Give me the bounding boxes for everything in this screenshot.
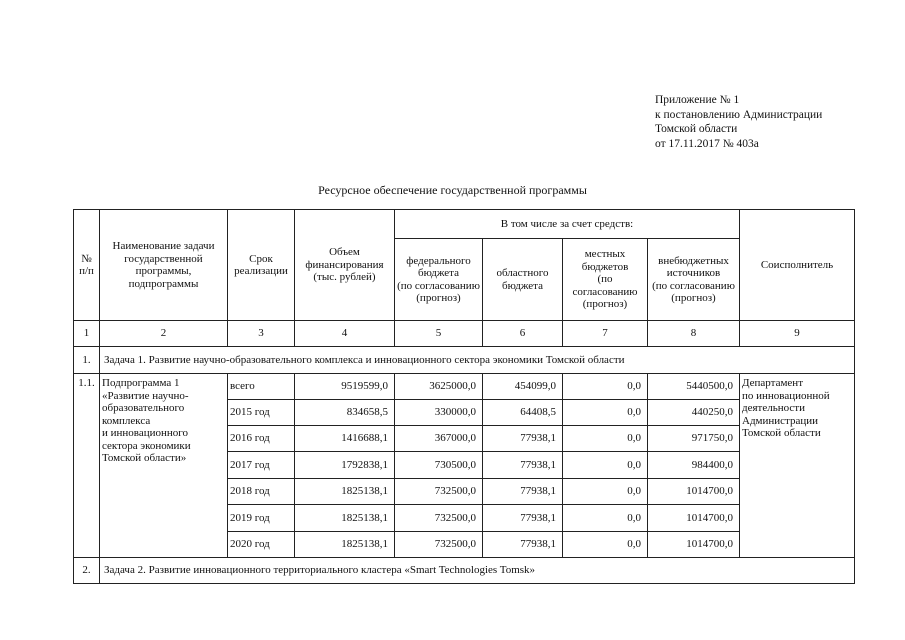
extra-cell: 440250,0 — [648, 400, 740, 426]
local-cell: 0,0 — [563, 505, 648, 532]
col-number: 4 — [295, 321, 395, 347]
term-cell: 2016 год — [228, 426, 295, 452]
task-row — [74, 558, 855, 584]
extra-cell: 984400,0 — [648, 452, 740, 479]
term-cell: всего — [228, 374, 295, 400]
volume-cell: 834658,5 — [295, 400, 395, 426]
extra-cell: 971750,0 — [648, 426, 740, 452]
federal-cell: 730500,0 — [395, 452, 483, 479]
appendix-line: Томской области — [655, 123, 738, 135]
volume-cell: 1416688,1 — [295, 426, 395, 452]
term-cell: 2019 год — [228, 505, 295, 532]
executor-cell: Департамент по инновационной деятельности Администрации Томской области — [740, 374, 855, 558]
column-numbers-row — [74, 321, 855, 347]
appendix-line: Приложение № 1 — [655, 94, 740, 106]
federal-cell: 330000,0 — [395, 400, 483, 426]
federal-cell: 732500,0 — [395, 479, 483, 505]
extra-cell: 1014700,0 — [648, 505, 740, 532]
local-cell: 0,0 — [563, 532, 648, 558]
col-number: 2 — [100, 321, 228, 347]
regional-cell: 454099,0 — [483, 374, 563, 400]
regional-cell: 77938,1 — [483, 532, 563, 558]
col-number: 1 — [74, 321, 100, 347]
term-cell: 2018 год — [228, 479, 295, 505]
col-number: 9 — [740, 321, 855, 347]
task-row — [74, 347, 855, 374]
term-cell: 2017 год — [228, 452, 295, 479]
federal-cell: 732500,0 — [395, 505, 483, 532]
header-regional: областного бюджета — [483, 239, 563, 321]
federal-cell: 367000,0 — [395, 426, 483, 452]
local-cell: 0,0 — [563, 400, 648, 426]
volume-cell: 9519599,0 — [295, 374, 395, 400]
appendix-line: к постановлению Администрации — [655, 108, 823, 121]
appendix-line: от 17.11.2017 № 403а — [655, 137, 759, 150]
header-term: Срок реализации — [228, 210, 295, 321]
col-number: 7 — [563, 321, 648, 347]
regional-cell: 77938,1 — [483, 505, 563, 532]
local-cell: 0,0 — [563, 426, 648, 452]
col-number: 6 — [483, 321, 563, 347]
federal-cell: 3625000,0 — [395, 374, 483, 400]
task-text: Задача 1. Развитие научно-образовательного комплекса и инновационного сектора экономики Томской области — [100, 347, 855, 374]
resource-table — [73, 209, 855, 584]
local-cell: 0,0 — [563, 452, 648, 479]
term-cell: 2020 год — [228, 532, 295, 558]
table-row — [74, 374, 855, 400]
header-extra: внебюджетных источников (по согласованию (прогноз) — [648, 239, 740, 321]
header-federal: федерального бюджета (по согласованию (прогноз) — [395, 239, 483, 321]
task-num: 1. — [74, 347, 100, 374]
local-cell: 0,0 — [563, 479, 648, 505]
header-volume: Объем финансирования (тыс. рублей) — [295, 210, 395, 321]
volume-cell: 1792838,1 — [295, 452, 395, 479]
task-num: 2. — [74, 558, 100, 584]
regional-cell: 64408,5 — [483, 400, 563, 426]
header-local: местных бюджетов (по согласованию (прогноз) — [563, 239, 648, 321]
header-including: В том числе за счет средств: — [395, 210, 740, 239]
appendix-block — [655, 93, 822, 151]
header-executor: Соисполнитель — [740, 210, 855, 321]
term-cell: 2015 год — [228, 400, 295, 426]
federal-cell: 732500,0 — [395, 532, 483, 558]
document-title: Ресурсное обеспечение государственной программы — [318, 183, 587, 197]
col-number: 3 — [228, 321, 295, 347]
subprogram-name: Подпрограмма 1 «Развитие научно- образовательного комплекса и инновационного сектора экономики Томской области» — [100, 374, 228, 558]
regional-cell: 77938,1 — [483, 479, 563, 505]
header-name: Наименование задачи государственной программы, подпрограммы — [100, 210, 228, 321]
volume-cell: 1825138,1 — [295, 479, 395, 505]
volume-cell: 1825138,1 — [295, 532, 395, 558]
subprogram-num: 1.1. — [74, 374, 100, 558]
volume-cell: 1825138,1 — [295, 505, 395, 532]
regional-cell: 77938,1 — [483, 452, 563, 479]
regional-cell: 77938,1 — [483, 426, 563, 452]
col-number: 5 — [395, 321, 483, 347]
local-cell: 0,0 — [563, 374, 648, 400]
extra-cell: 1014700,0 — [648, 532, 740, 558]
task-text: Задача 2. Развитие инновационного территориального кластера «Smart Technologies Tomsk» — [100, 558, 855, 584]
col-number: 8 — [648, 321, 740, 347]
extra-cell: 5440500,0 — [648, 374, 740, 400]
header-num: № п/п — [74, 210, 100, 321]
extra-cell: 1014700,0 — [648, 479, 740, 505]
